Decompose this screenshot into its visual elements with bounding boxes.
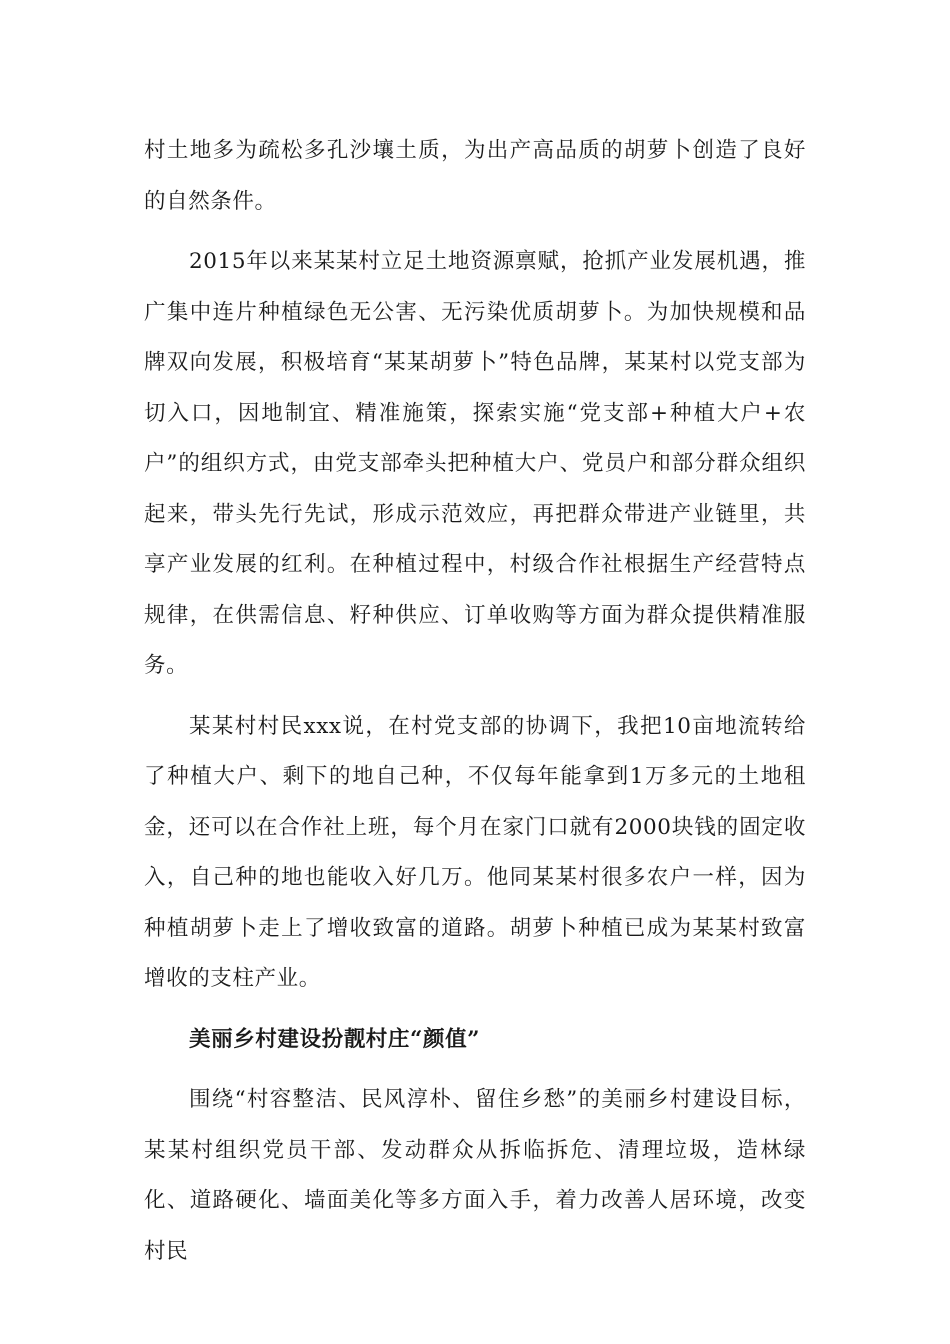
paragraph-villager-quote: 某某村村民xxx说，在村党支部的协调下，我把10亩地流转给了种植大户、剩下的地自己种，不仅每年能拿到1万多元的土地租金，还可以在合作社上班，每个月在家门口就有2000块钱的固定收入，自己种的地也能收入好几万。他同某某村很多农户一样，因为种植胡萝卜走上了增收致富的道路。胡萝卜种植已成为某某村致富增收的支柱产业。 [144, 713, 806, 991]
paragraph-carrot-industry: 2015年以来某某村立足土地资源禀赋，抢抓产业发展机遇，推广集中连片种植绿色无公害、无污染优质胡萝卜。为加快规模和品牌双向发展，积极培育“某某胡萝卜”特色品牌，某某村以党支部为切入口，因地制宜、精准施策，探索实施“党支部+种植大户+农户”的组织方式，由党支部牵头把种植大户、党员户和部分群众组织起来，带头先行先试，形成示范效应，再把群众带进产业链里，共享产业发展的红利。在种植过程中，村级合作社根据生产经营特点规律，在供需信息、籽种供应、订单收购等方面为群众提供精准服务。 [144, 249, 806, 678]
document-body [144, 126, 806, 1287]
paragraph-continuation: 村土地多为疏松多孔沙壤土质，为出产高品质的胡萝卜创造了良好的自然条件。 [144, 138, 806, 214]
section-heading: 美丽乡村建设扮靓村庄“颜值” [189, 1026, 481, 1052]
paragraph-beautiful-village: 围绕“村容整洁、民风淳朴、留住乡愁”的美丽乡村建设目标，某某村组织党员干部、发动群众从拆临拆危、清理垃圾，造林绿化、道路硬化、墙面美化等多方面入手，着力改善人居环境，改变村民 [144, 1087, 806, 1264]
